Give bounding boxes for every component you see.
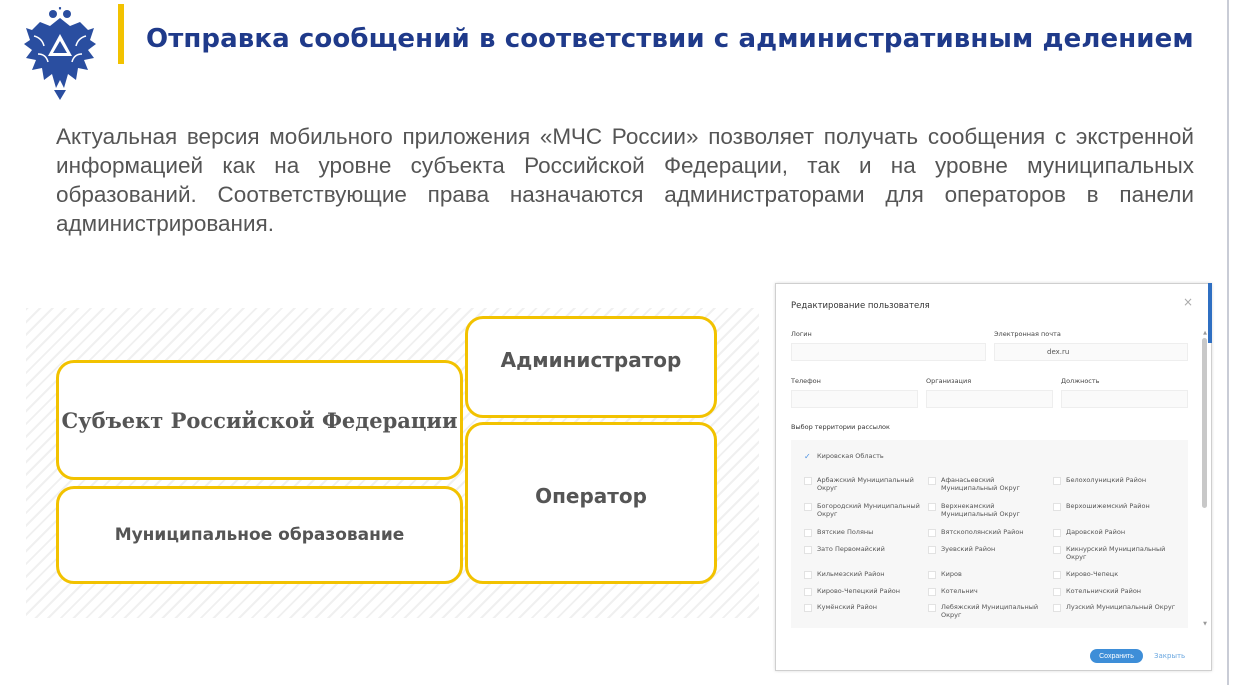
scroll-down-icon[interactable]: ▼ — [1203, 621, 1207, 627]
checkbox[interactable] — [804, 546, 812, 554]
checkbox[interactable] — [1053, 546, 1061, 554]
check-icon: ✓ — [804, 452, 811, 461]
territory-item[interactable] — [928, 546, 1052, 554]
checkbox[interactable] — [804, 477, 812, 485]
phone-input[interactable] — [791, 390, 918, 408]
territory-label: Вятские Поляны — [817, 528, 874, 536]
checkbox[interactable] — [1053, 477, 1061, 485]
territory-label: Кирово-Чепецкий Район — [817, 587, 901, 595]
checkbox[interactable] — [1053, 588, 1061, 596]
territory-item[interactable] — [804, 546, 928, 554]
territory-item[interactable] — [1053, 546, 1177, 561]
territory-item[interactable] — [804, 529, 928, 537]
login-label: Логин — [791, 330, 812, 338]
municipal-box: Муниципальное образование — [56, 486, 463, 584]
organization-input[interactable] — [926, 390, 1053, 408]
territory-item[interactable] — [804, 571, 928, 579]
territory-item[interactable] — [928, 503, 1052, 518]
checkbox[interactable] — [928, 588, 936, 596]
checkbox[interactable] — [928, 571, 936, 579]
territory-label: Котельнич — [941, 587, 978, 595]
territory-label: Кирово-Чепецк — [1066, 570, 1119, 578]
email-label: Электронная почта — [994, 330, 1061, 338]
territory-item[interactable] — [804, 477, 928, 492]
territory-label: Верхнекамский Муниципальный Округ — [941, 502, 1020, 518]
close-button[interactable]: Закрыть — [1154, 652, 1186, 660]
dialog-title: Редактирование пользователя — [791, 301, 930, 311]
checkbox[interactable] — [928, 604, 936, 612]
subject-box: Субъект Российской Федерации — [56, 360, 463, 480]
operator-box: Оператор — [465, 422, 717, 584]
title-accent-bar — [118, 4, 124, 64]
login-input[interactable] — [791, 343, 986, 361]
territory-label: Зато Первомайский — [817, 545, 885, 553]
checkbox[interactable] — [928, 546, 936, 554]
checkbox[interactable] — [804, 588, 812, 596]
territory-region-row[interactable] — [804, 453, 884, 461]
territory-item[interactable] — [928, 477, 1052, 492]
territory-item[interactable] — [1053, 604, 1177, 612]
checkbox[interactable] — [804, 571, 812, 579]
territory-item[interactable] — [804, 503, 928, 518]
territory-label: Белохолуницкий Район — [1066, 476, 1147, 484]
description-text: Актуальная версия мобильного приложения «МЧС России» позволяет получать сообщения с экстренной информацией как на уровне субъекта Российской Федерации, так и на уровне муниципальных образований. Соответствующие права назначаются администраторами для операторов в панели администрирования. — [56, 124, 1194, 236]
territory-label: Афанасьевский Муниципальный Округ — [941, 476, 1020, 492]
phone-label: Телефон — [791, 377, 821, 385]
checkbox[interactable] — [928, 529, 936, 537]
checkbox[interactable] — [1053, 604, 1061, 612]
territory-label: Вятскополянский Район — [941, 528, 1024, 536]
territory-label: Зуевский Район — [941, 545, 996, 553]
territory-label: Кильмезский Район — [817, 570, 885, 578]
dialog-accent — [1208, 283, 1212, 343]
edit-user-dialog — [775, 283, 1212, 671]
save-button[interactable]: Сохранить — [1090, 649, 1143, 663]
position-label: Должность — [1061, 377, 1100, 385]
territory-label: Кикнурский Муниципальный Округ — [1066, 545, 1166, 561]
territory-item[interactable] — [928, 588, 1052, 596]
page-title: Отправка сообщений в соответствии с административным делением — [146, 24, 1194, 54]
territory-label: Богородский Муниципальный Округ — [817, 502, 920, 518]
territory-item[interactable] — [928, 529, 1052, 537]
dialog-scrollbar-thumb[interactable] — [1202, 338, 1207, 508]
close-icon[interactable]: × — [1182, 295, 1193, 309]
territory-item[interactable] — [928, 604, 1052, 619]
checkbox[interactable] — [1053, 571, 1061, 579]
territory-label: Киров — [941, 570, 962, 578]
position-input[interactable] — [1061, 390, 1188, 408]
territory-label: Даровской Район — [1066, 528, 1126, 536]
email-input[interactable]: dex.ru — [994, 343, 1188, 361]
territory-label: Лузский Муниципальный Округ — [1066, 603, 1176, 611]
territory-item[interactable] — [1053, 529, 1177, 537]
admin-box: Администратор — [465, 316, 717, 418]
territory-section-title: Выбор территории рассылок — [791, 423, 890, 431]
territory-label: Арбажский Муниципальный Округ — [817, 476, 914, 492]
checkbox[interactable] — [1053, 503, 1061, 511]
checkbox[interactable] — [804, 503, 812, 511]
territory-item[interactable] — [1053, 477, 1177, 485]
checkbox[interactable] — [1053, 529, 1061, 537]
mchs-emblem-icon — [20, 4, 100, 104]
territory-label: Верхошижемский Район — [1066, 502, 1150, 510]
checkbox[interactable] — [804, 604, 812, 612]
slide-right-border — [1227, 0, 1229, 685]
territory-label: Лебяжский Муниципальный Округ — [941, 603, 1039, 619]
territory-label: Кировская Область — [817, 452, 884, 460]
scroll-up-icon[interactable]: ▲ — [1203, 330, 1207, 336]
checkbox[interactable] — [928, 503, 936, 511]
territory-label: Кумёнский Район — [817, 603, 877, 611]
territory-list — [791, 440, 1188, 628]
territory-item[interactable] — [928, 571, 1052, 579]
territory-item[interactable] — [1053, 503, 1177, 511]
territory-item[interactable] — [804, 604, 928, 612]
territory-item[interactable] — [1053, 571, 1177, 579]
checkbox[interactable] — [804, 529, 812, 537]
territory-item[interactable] — [1053, 588, 1177, 596]
organization-label: Организация — [926, 377, 972, 385]
checkbox[interactable] — [928, 477, 936, 485]
territory-item[interactable] — [804, 588, 928, 596]
territory-label: Котельничский Район — [1066, 587, 1142, 595]
